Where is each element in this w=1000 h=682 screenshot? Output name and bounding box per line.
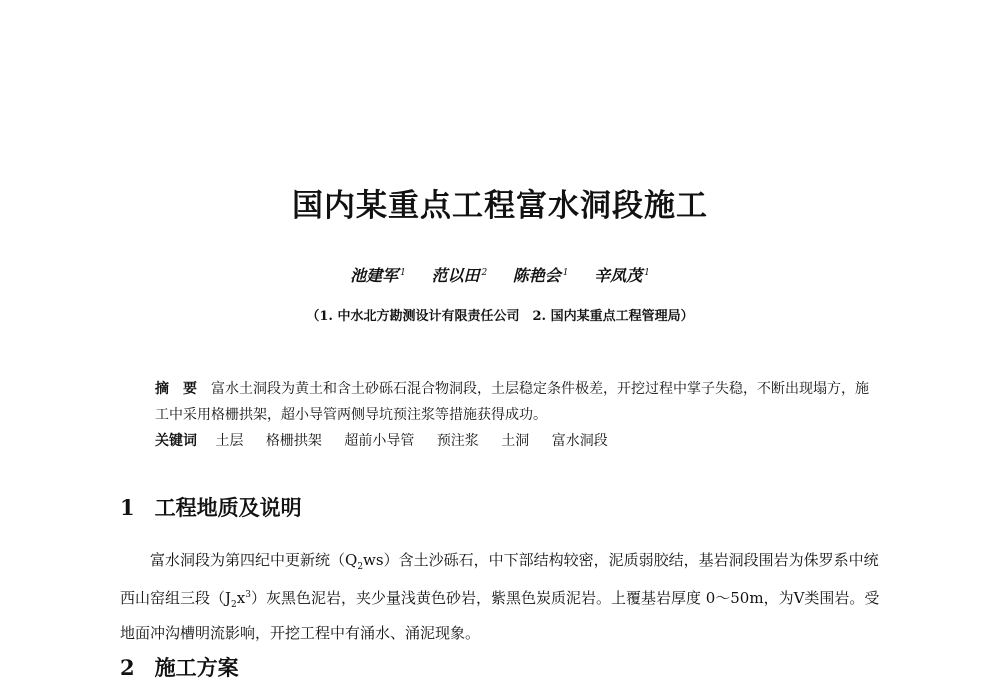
superscript: 3 [245, 590, 251, 600]
keyword: 富水洞段 [551, 433, 608, 449]
keyword: 土层 [215, 433, 244, 449]
author-affil-mark: 1 [562, 267, 569, 278]
author-name: 辛凤茂 [594, 266, 643, 285]
affiliation: （1. 中水北方勘测设计有限责任公司 2. 国内某重点工程管理局） [306, 309, 694, 324]
section-1-paragraph [120, 546, 890, 647]
section-number: 1 [120, 495, 135, 520]
author [594, 263, 650, 286]
author-name: 池建军 [350, 266, 399, 285]
paper-title: 国内某重点工程富水洞段施工 [292, 188, 708, 224]
subscript: 2 [357, 562, 364, 572]
text-run: x [236, 589, 246, 607]
text-run: ）灰黑色泥岩，夹少量浅黄色砂岩，紫黑色炭质泥岩。上覆基岩厚度 0～50m，为Ⅴ类围岩。受地面冲沟槽明流影响，开挖工程中有涌水、涌泥现象。 [120, 589, 880, 642]
subscript: 2 [231, 600, 237, 610]
text-run: 富水洞段为第四纪中更新统（Q [150, 551, 358, 569]
keyword: 预注浆 [436, 433, 479, 449]
section-number: 2 [120, 655, 135, 680]
section-heading-1 [120, 492, 302, 522]
author-affil-mark: 1 [644, 267, 650, 278]
author-name: 范以田 [431, 266, 480, 285]
abstract-text: 富水土洞段为黄土和含土砂砾石混合物洞段，土层稳定条件极差，开挖过程中掌子失稳，不断出现塌方，施工中采用格栅拱架，超小导管两侧导坑预注浆等措施获得成功。 [155, 381, 869, 423]
keyword: 超前小导管 [344, 433, 415, 449]
author-name: 陈艳会 [512, 266, 561, 285]
author [513, 263, 569, 286]
abstract [155, 376, 870, 428]
section-title: 施工方案 [154, 655, 239, 680]
author-list [0, 263, 1000, 286]
keywords-label: 关键词 [155, 433, 197, 449]
keyword: 格栅拱架 [265, 433, 322, 449]
author-affil-mark: 1 [400, 267, 406, 278]
section-heading-2 [120, 652, 239, 682]
author [350, 263, 406, 286]
section-title: 工程地质及说明 [154, 495, 302, 520]
text-run: ws）含土沙砾石，中下部结构较密，泥质弱胶结，基岩洞段围岩为侏罗系中统西山窑组三段（J [120, 551, 879, 607]
author-affil-mark: 2 [481, 267, 488, 278]
keyword: 土洞 [501, 433, 530, 449]
abstract-label: 摘 要 [155, 381, 197, 397]
keywords [155, 430, 870, 450]
author [431, 263, 487, 286]
